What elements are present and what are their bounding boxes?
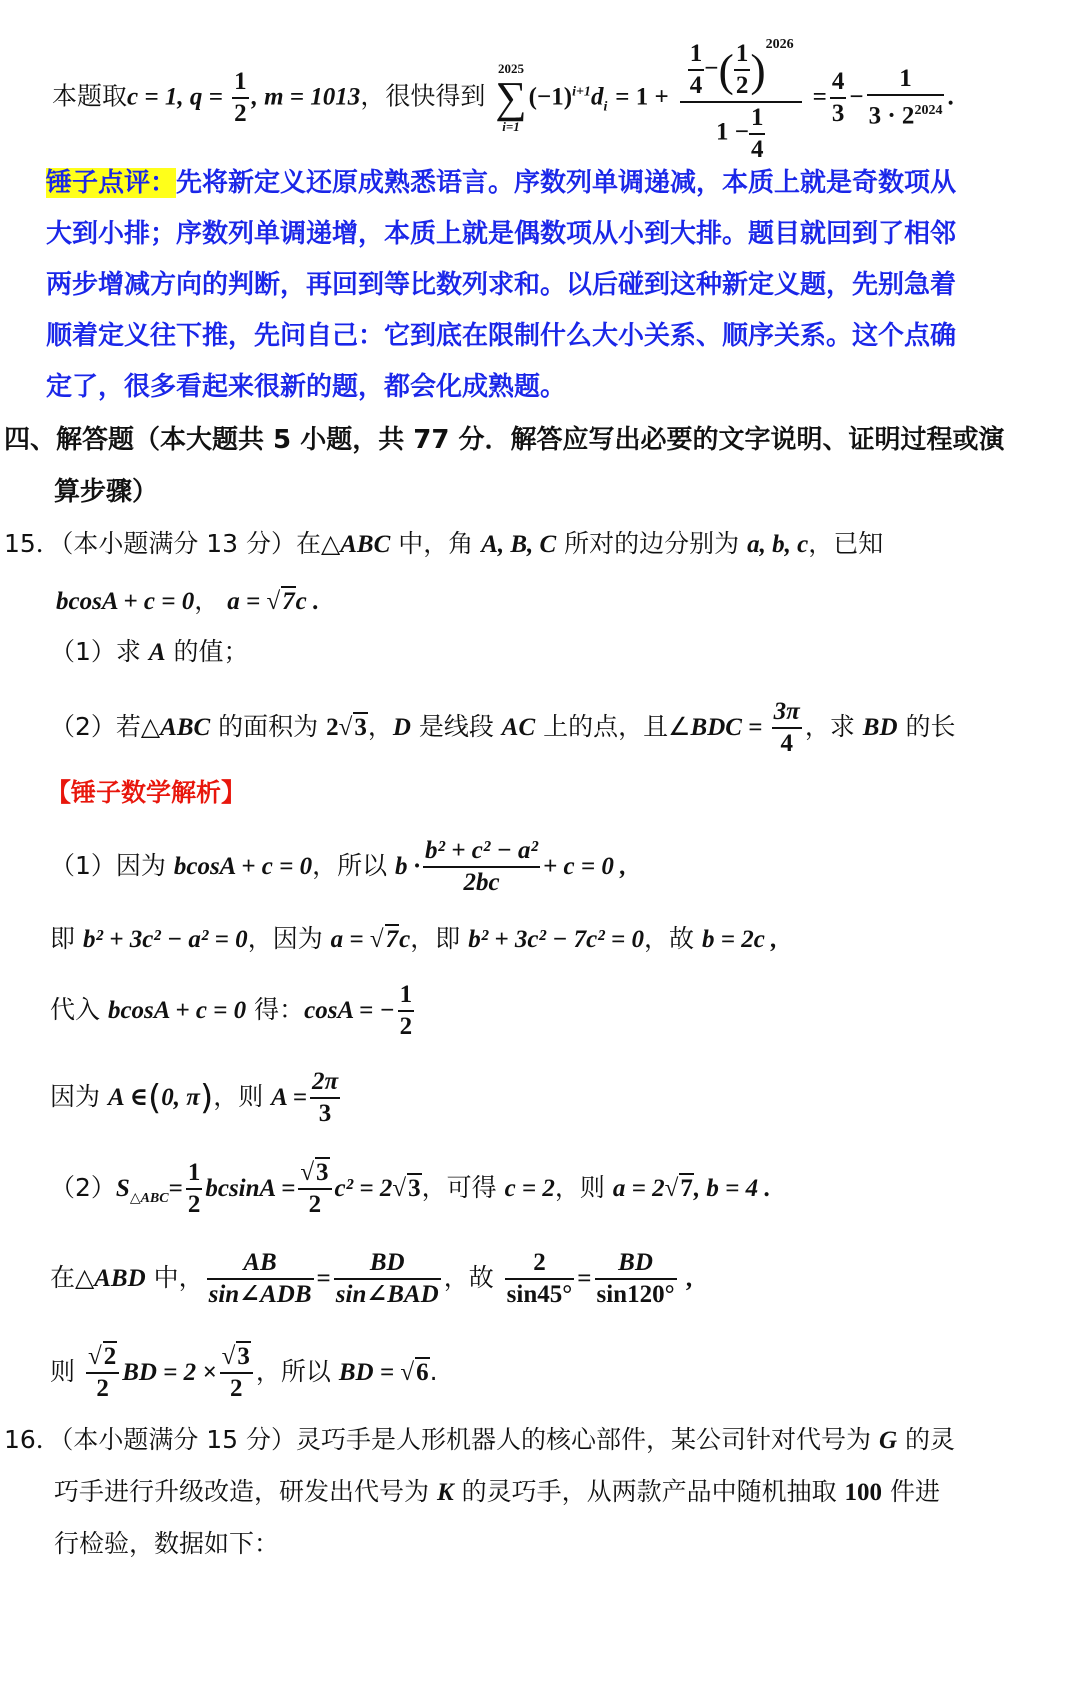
comment-label: 锤子点评： [46,168,177,198]
q16-line-1: 16．（本小题满分 15 分）灵巧手是人形机器人的核心部件，某公司针对代号为 G 的灵 [4,1425,955,1454]
analysis-step-2: 即 b² + 3c² − a² = 0，因为 a = √7c，即 b² + 3c² − 7c² = 0，故 b = 2c , [50,924,778,953]
q15-number: 15． [4,529,61,558]
q16-line-2: 巧手进行升级改造，研发出代号为 K 的灵巧手，从两款产品中随机抽取 100 件进 [54,1477,940,1506]
section-heading: 四、解答题（本大题共 5 小题，共 77 分．解答应写出必要的文字说明、证明过程或演 [4,425,1005,455]
q15-part2: （2）若△ABC 的面积为 2√3，D 是线段 AC 上的点，且∠BDC = $\frac{3\pi}{4}$ ，求 BD 的长 [50,698,956,757]
comment-line-1: 锤子点评：先将新定义还原成熟悉语言。序数列单调递减，本质上就是奇数项从 [46,168,957,198]
comment-line-3: 两步增减方向的判断，再回到等比数列求和。以后碰到这种新定义题，先别急着 [46,270,957,300]
comment-line-2: 大到小排；序数列单调递增，本质上就是偶数项从小到大排。题目就回到了相邻 [46,219,957,249]
analysis-step-1: （1）因为 bcosA + c = 0，所以 b · $\frac{\text{b² + c² − a²}}{2bc}$ + c = 0 , [50,837,627,896]
analysis-step-3: 代入 bcosA + c = 0 得：cosA = − $\frac{1}{2}$ [50,981,413,1040]
q15-given: bcosA + c = 0， a = √7c . [56,586,320,615]
analysis-title: 【锤子数学解析】 [46,778,247,807]
q16-line-3: 行检验，数据如下： [54,1529,280,1558]
fraction-correction: $\frac{1}{3 \cdot 2^{2024}}$ [868,64,943,130]
analysis-step-6: 在△ABD 中， $\frac{AB}{\text{sin∠ADB}}$ = $\frac{BD}{\text{sin∠BAD}}$ ，故 $\frac{2}{\sin 45^\circ}$ = $\frac{BD}{\sin 120^\circ}$ , [50,1249,693,1308]
geometric-sum-fraction: $\frac{1}{4}$ −( $\frac{1}{2}$ )$^{2026}$ 1 − $\frac{1}{4}$ [680,30,802,165]
section-heading-cont: 算步骤） [54,477,159,507]
comment-line-5: 定了，很多看起来很新的题，都会化成熟题。 [46,372,567,402]
summation-symbol: 2025 ∑ i=1 [495,60,527,134]
analysis-step-5: $(2)S_{\triangle ABC}=$ $\frac{1}{2}$ bcsinA = $\frac{√3}{2}$ c² = 2√3，可得 c = 2，则 a = 2√7, b = 4 . [50,1159,771,1218]
q15-stem: 15．（本小题满分 13 分）在△ABC 中，角 A, B, C 所对的边分别为 a, b, c，已知 [4,529,884,558]
analysis-step-4: 因为 A ∈(0, π)，则 A = $\frac{2\pi}{3}$ [50,1068,339,1127]
q16-number: 16． [4,1425,61,1454]
analysis-step-7: 则 $\frac{√2}{2}$ BD = 2 × $\frac{√3}{2}$ ，所以 BD = √6. [50,1343,438,1402]
sum-result-line: 本题取c = 1, q = $\frac{1}{2}$ , m = 1013，很快得到 2025 ∑ i=1 $(-1)^{i+1}d_i = 1$ + $\frac{1}{4}$ −( $\frac{1}{2}$ )$^{2026}$ 1 − $\frac{1}{4}$ = $\frac{4}{3}$ − $\frac{1}{3 \cdot 2^{2024}}$ . [52,30,954,165]
comment-line-4: 顺着定义往下推，先问自己：它到底在限制什么大小关系、顺序关系。这个点确 [46,321,957,351]
fraction-half: $\frac{1}{2}$ [234,67,247,127]
q15-part1: （1）求 A 的值； [50,637,249,666]
fraction-four-thirds: $\frac{4}{3}$ [831,67,845,127]
